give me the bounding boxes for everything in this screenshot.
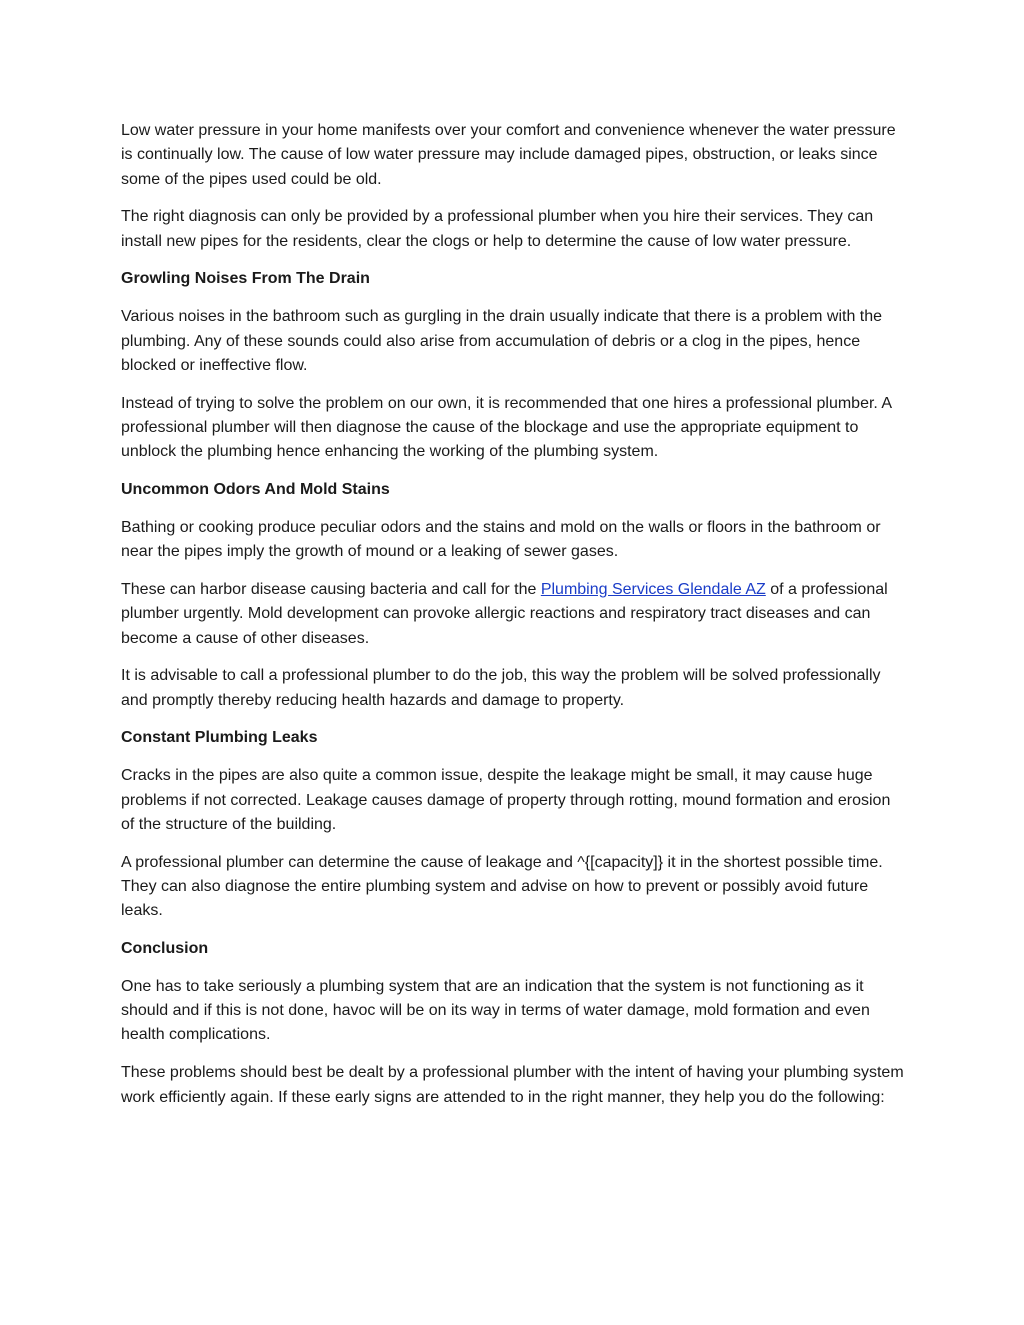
paragraph-low-water-pressure: Low water pressure in your home manifests over your comfort and convenience whenever the water pressure is continually low. The cause of low water pressure may include damaged pipes, obstruction, or leaks since some of the pipes used could be old. bbox=[121, 122, 896, 188]
paragraph-disease-bacteria bbox=[121, 578, 905, 651]
paragraph-best-dealt: These problems should best be dealt by a professional plumber with the intent of having your plumbing system work efficiently again. If these early signs are attended to in the right manner, they help you do the following: bbox=[121, 1064, 904, 1106]
paragraph-text-after-link: of a professional plumber urgently. Mold development can provoke allergic reactions and respiratory tract diseases and can become a cause of other diseases. bbox=[121, 580, 888, 647]
paragraph-bathing-or-cooking: Bathing or cooking produce peculiar odors and the stains and mold on the walls or floors in the bathroom or near the pipes imply the growth of mound or a leaking of sewer gases. bbox=[121, 518, 881, 561]
document-page bbox=[121, 119, 905, 1123]
heading-uncommon-odors: Uncommon Odors And Mold Stains bbox=[121, 481, 390, 499]
paragraph-professional-leakage: A professional plumber can determine the cause of leakage and ^{[capacity]} it in the shortest possible time. They can also diagnose the entire plumbing system and advise on how to prevent or possibly avoid future leaks. bbox=[121, 853, 883, 920]
paragraph-instead-of-trying: Instead of trying to solve the problem on our own, it is recommended that one hires a professional plumber. A professional plumber will then diagnose the cause of the blockage and use the appropriate equipment to unblock the plumbing hence enhancing the working of the plumbing system. bbox=[121, 394, 892, 461]
plumbing-services-link[interactable]: Plumbing Services Glendale AZ bbox=[540, 580, 766, 598]
paragraph-advisable: It is advisable to call a professional plumber to do the job, this way the problem will be solved professionally and promptly thereby reducing health hazards and damage to property. bbox=[121, 667, 881, 709]
heading-growling-noises: Growling Noises From The Drain bbox=[121, 270, 370, 288]
heading-conclusion: Conclusion bbox=[121, 940, 209, 958]
paragraph-right-diagnosis: The right diagnosis can only be provided by a professional plumber when you hire their services. They can install new pipes for the residents, clear the clogs or help to determine the cause of low water pressure. bbox=[121, 208, 874, 250]
paragraph-various-noises: Various noises in the bathroom such as gurgling in the drain usually indicate that there is a problem with the plumbing. Any of these sounds could also arise from accumulation of debris or a clog in the pipes, hence blocked or ineffective flow. bbox=[121, 308, 883, 374]
paragraph-text-before-link: These can harbor disease causing bacteria and call for the bbox=[121, 580, 541, 598]
heading-constant-leaks: Constant Plumbing Leaks bbox=[121, 729, 318, 747]
paragraph-cracks: Cracks in the pipes are also quite a common issue, despite the leakage might be small, it may cause huge problems if not corrected. Leakage causes damage of property through rotting, mound formation and erosion of the structure of the building. bbox=[121, 767, 891, 833]
paragraph-take-seriously: One has to take seriously a plumbing system that are an indication that the system is not functioning as it should and if this is not done, havoc will be on its way in terms of water damage, mold formation and even health complications. bbox=[121, 977, 870, 1044]
